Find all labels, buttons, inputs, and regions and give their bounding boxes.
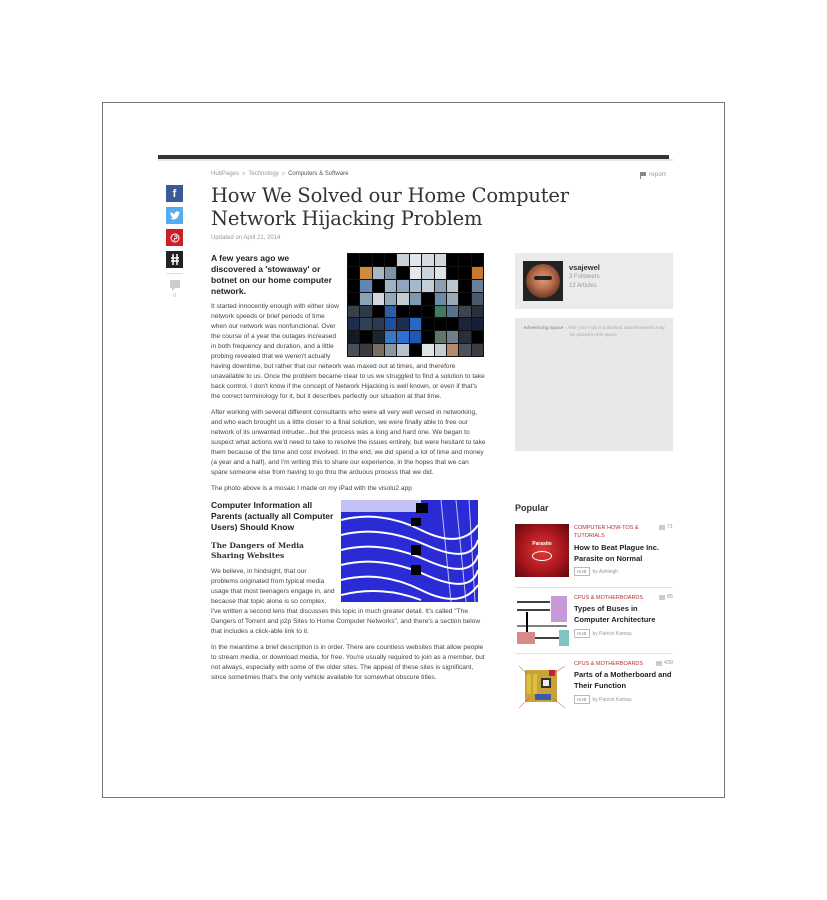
popular-heading: Popular — [515, 503, 549, 513]
breadcrumb-technology[interactable]: Technology — [248, 171, 279, 177]
divider — [515, 587, 673, 588]
popular-title[interactable]: Types of Buses in Computer Architecture — [574, 604, 656, 624]
mosaic-grid — [347, 253, 484, 357]
flag-icon — [640, 172, 646, 178]
breadcrumb-separator: » — [281, 171, 286, 177]
motherboard-diagram — [515, 660, 569, 713]
popular-meta — [574, 695, 632, 704]
thumb-text: Parasite — [532, 540, 552, 547]
hub-badge: HUB — [574, 567, 590, 576]
popular-author[interactable]: by Patrick Kamau — [592, 630, 632, 637]
author-card[interactable] — [515, 253, 673, 309]
article-body — [211, 253, 486, 689]
popular-meta — [574, 567, 618, 576]
comment-count: 85 — [666, 594, 673, 600]
report-label: report — [649, 171, 666, 178]
abstract-pattern — [341, 500, 478, 602]
author-avatar[interactable] — [523, 261, 563, 301]
twitter-share-button[interactable] — [166, 207, 183, 224]
comment-count: 439 — [663, 660, 673, 666]
pinterest-share-button[interactable] — [166, 229, 183, 246]
hub-badge: HUB — [574, 695, 590, 704]
popular-category[interactable]: CPUS & MOTHERBOARDS — [574, 595, 644, 601]
popular-category[interactable]: COMPUTER HOW-TOS & TUTORIALS — [574, 525, 639, 539]
comment-count: 0 — [173, 293, 176, 299]
social-divider — [166, 273, 183, 274]
ad-text: - After your Hub is published advertisements may be placed in this space. — [563, 325, 665, 337]
blue-abstract-image[interactable] — [341, 500, 478, 602]
popular-comments — [656, 660, 673, 666]
divider — [515, 653, 673, 654]
mosaic-photo[interactable] — [347, 253, 484, 357]
article-paragraph: In the meantime a brief description is in order. There are countless websites that allow people to stream media, or download media, for free. You're usually required to join as a member, but not always, especially with some of the older sites. The appeal of these sites is significant, since sometimes that's the only vehicle available for somewhat obscure titles. — [211, 644, 485, 681]
popular-author[interactable]: by Ashleigh — [592, 568, 619, 575]
article-title: How We Solved our Home Computer Network Hijacking Problem — [211, 184, 569, 230]
updated-date: Updated on April 21, 2014 — [211, 235, 281, 241]
popular-category[interactable]: CPUS & MOTHERBOARDS — [574, 661, 644, 667]
section-heading: Computer Information all Parents (actually all Computer Users) Should Know — [211, 500, 334, 532]
comment-count: 71 — [666, 524, 673, 530]
hubpages-share-button[interactable] — [166, 251, 183, 268]
article-paragraph: The photo above is a mosaic I made on my iPad with the visolu2 app — [211, 485, 412, 492]
top-bar-shadow — [158, 159, 673, 161]
comment-icon — [659, 595, 665, 600]
popular-comments — [659, 524, 673, 530]
section-subheading: The Dangers of Media Sharing Websites — [211, 541, 304, 560]
popular-thumbnail[interactable] — [515, 660, 569, 713]
popular-title[interactable]: How to Beat Plague Inc. Parasite on Normal — [574, 543, 660, 563]
author-articles: 12 Articles — [569, 283, 597, 289]
breadcrumb — [211, 171, 348, 177]
report-link[interactable] — [640, 171, 666, 178]
popular-item[interactable] — [515, 524, 673, 584]
breadcrumb-hubpages[interactable]: HubPages — [211, 171, 240, 177]
facebook-icon: f — [172, 187, 177, 200]
hub-badge: HUB — [574, 629, 590, 638]
breadcrumb-separator: » — [242, 171, 246, 177]
article-lead: A few years ago we discovered a 'stowaway' or botnet on our home computer network. — [211, 253, 332, 296]
swirl-icon — [532, 551, 552, 561]
popular-title[interactable]: Parts of a Motherboard and Their Function — [574, 670, 672, 690]
ad-label: Advertising Space — [523, 325, 564, 330]
comment-icon — [656, 661, 662, 666]
popular-thumbnail[interactable] — [515, 524, 569, 577]
pinterest-icon — [170, 233, 180, 243]
popular-comments — [659, 594, 673, 600]
facebook-share-button[interactable] — [166, 185, 183, 202]
comment-icon — [659, 525, 665, 530]
bus-diagram — [515, 594, 569, 647]
twitter-icon — [170, 211, 180, 220]
comment-icon[interactable] — [170, 280, 180, 288]
breadcrumb-computers-software[interactable]: Computers & Software — [288, 171, 349, 177]
article-paragraph: After working with several different consultants who were all very well versed in networking, and who each brought us a little closer to a final solution, we were finally able to free our network of its unwanted intruder...but the process was a long and hard one. We began to suspect what actions we'd need to take to resolve the issues entirely, but were hesitant to take them because of the time and cost involved. In the end, we did spend a lot of time and money (a year and a half), and I'm writing this to share our experience, in the hopes that we can spare someone else from having to go thru the arduous process that we did. — [211, 409, 486, 476]
author-name[interactable]: vsajewel — [569, 263, 600, 272]
popular-meta — [574, 629, 632, 638]
social-share-bar — [166, 185, 183, 299]
popular-thumbnail[interactable] — [515, 594, 569, 647]
popular-item[interactable] — [515, 660, 673, 720]
popular-item[interactable] — [515, 594, 673, 654]
avatar-image — [526, 264, 560, 298]
advertising-space — [515, 318, 673, 451]
author-followers: 3 Followers — [569, 274, 600, 280]
article-paragraph: We believe, in hindsight, that our problems originated from typical media usage that most teenagers engage in, and because that topic alone is so complex, I've written a second lens that discusses this topic in much greater detail. It's called "The Dangers of Torrent and p2p Sites to Home Computer Networks", and there's a section below that includes a click-able link to it. — [211, 568, 481, 635]
hubpages-icon — [170, 254, 180, 265]
article-paragraph: It started innocently enough with either slow network speeds or brief periods of time when our network was nonfunctional. Over the course of a year the outages increased in both frequency and duration, and a little probing revealed that we weren't actually having downtime, but rather that our network was maxed out at times, and therefore unavailable to us. Once the problem became clear to us we struggled to find a solution to take back control. I don't know if the concept of Network Hijacking is well known, or even if that's the correct terminology for it, but it describes perfectly our situation at that time. — [211, 303, 485, 400]
popular-author[interactable]: by Patrick Kamau — [592, 696, 632, 703]
